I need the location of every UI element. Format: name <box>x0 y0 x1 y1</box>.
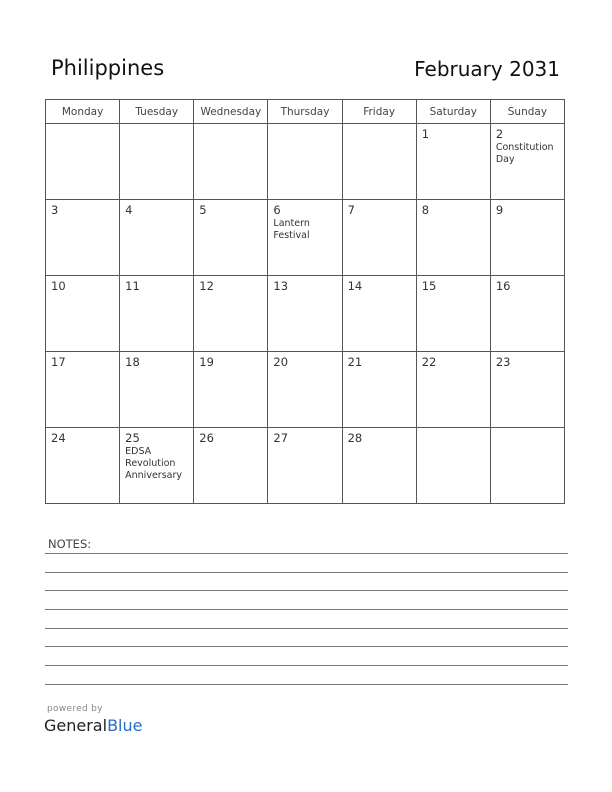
day-cell <box>46 276 120 352</box>
day-number: 5 <box>199 203 207 217</box>
day-number: 6 <box>273 203 281 217</box>
day-cell <box>46 428 120 504</box>
day-cell <box>416 352 490 428</box>
weekday-header-row <box>46 100 565 124</box>
day-cell <box>120 276 194 352</box>
note-line <box>45 684 568 685</box>
holiday-label: Lantern Festival <box>273 218 310 241</box>
weekday-header: Sunday <box>490 100 564 124</box>
day-number: 8 <box>421 203 430 217</box>
week-row <box>46 200 565 276</box>
day-cell <box>342 276 416 352</box>
day-cell <box>490 124 564 200</box>
powered-by-text: powered by <box>47 704 103 714</box>
day-cell <box>194 428 268 504</box>
day-number: 21 <box>347 355 363 369</box>
day-number: 16 <box>495 279 511 293</box>
day-cell <box>342 352 416 428</box>
day-number: 19 <box>199 355 214 369</box>
day-number: 12 <box>199 279 214 293</box>
week-row <box>46 352 565 428</box>
note-line <box>45 553 568 554</box>
holiday-label: EDSA Revolution Anniversary <box>125 446 182 481</box>
day-number: 24 <box>51 431 66 445</box>
day-number: 10 <box>51 279 66 293</box>
day-number: 11 <box>125 279 140 293</box>
day-cell <box>120 124 194 200</box>
day-number: 2 <box>495 127 504 141</box>
day-number: 22 <box>421 355 437 369</box>
notes-label: NOTES: <box>48 537 92 551</box>
day-number: 18 <box>125 355 140 369</box>
weekday-header: Tuesday <box>120 100 194 124</box>
week-row <box>46 276 565 352</box>
brand-general: General <box>44 716 108 735</box>
day-cell <box>268 352 342 428</box>
day-number: 26 <box>199 431 214 445</box>
day-number: 9 <box>495 203 504 217</box>
day-number: 14 <box>347 279 363 293</box>
day-cell <box>194 200 268 276</box>
brand-blue: Blue <box>107 716 143 735</box>
day-cell <box>120 428 194 504</box>
day-cell <box>194 124 268 200</box>
day-cell <box>416 276 490 352</box>
day-cell <box>416 428 490 504</box>
day-number: 13 <box>273 279 289 293</box>
day-number: 17 <box>51 355 66 369</box>
day-cell <box>46 200 120 276</box>
day-number: 7 <box>347 203 355 217</box>
day-number: 28 <box>347 431 363 445</box>
week-row <box>46 124 565 200</box>
day-cell <box>268 200 342 276</box>
calendar-grid <box>45 99 565 504</box>
day-cell <box>490 352 564 428</box>
day-number: 25 <box>125 431 140 445</box>
day-cell <box>268 276 342 352</box>
country-title: Philippines <box>51 56 165 80</box>
day-cell <box>46 124 120 200</box>
day-number: 3 <box>51 203 59 217</box>
day-cell <box>416 200 490 276</box>
day-cell <box>46 352 120 428</box>
weekday-header: Friday <box>342 100 416 124</box>
day-cell <box>490 200 564 276</box>
day-number: 20 <box>273 355 289 369</box>
note-line <box>45 665 568 666</box>
note-line <box>45 628 568 629</box>
weekday-header: Saturday <box>416 100 490 124</box>
weekday-header: Monday <box>46 100 120 124</box>
day-cell <box>268 428 342 504</box>
day-number: 27 <box>273 431 289 445</box>
day-cell <box>342 428 416 504</box>
note-line <box>45 590 568 591</box>
day-number: 23 <box>495 355 511 369</box>
day-cell <box>194 276 268 352</box>
generalblue-logo <box>44 716 142 735</box>
weekday-header: Thursday <box>268 100 342 124</box>
day-cell <box>120 200 194 276</box>
note-line <box>45 572 568 573</box>
note-line <box>45 646 568 647</box>
weekday-header: Wednesday <box>194 100 268 124</box>
day-number: 15 <box>421 279 437 293</box>
day-cell <box>120 352 194 428</box>
day-cell <box>268 124 342 200</box>
holiday-label: Constitution Day <box>495 142 554 165</box>
day-cell <box>490 428 564 504</box>
week-row <box>46 428 565 504</box>
day-cell <box>342 124 416 200</box>
day-number: 4 <box>125 203 133 217</box>
day-cell <box>490 276 564 352</box>
month-year-title: February 2031 <box>414 57 560 81</box>
day-cell <box>194 352 268 428</box>
day-cell <box>342 200 416 276</box>
day-number: 1 <box>421 127 430 141</box>
day-cell <box>416 124 490 200</box>
note-line <box>45 609 568 610</box>
